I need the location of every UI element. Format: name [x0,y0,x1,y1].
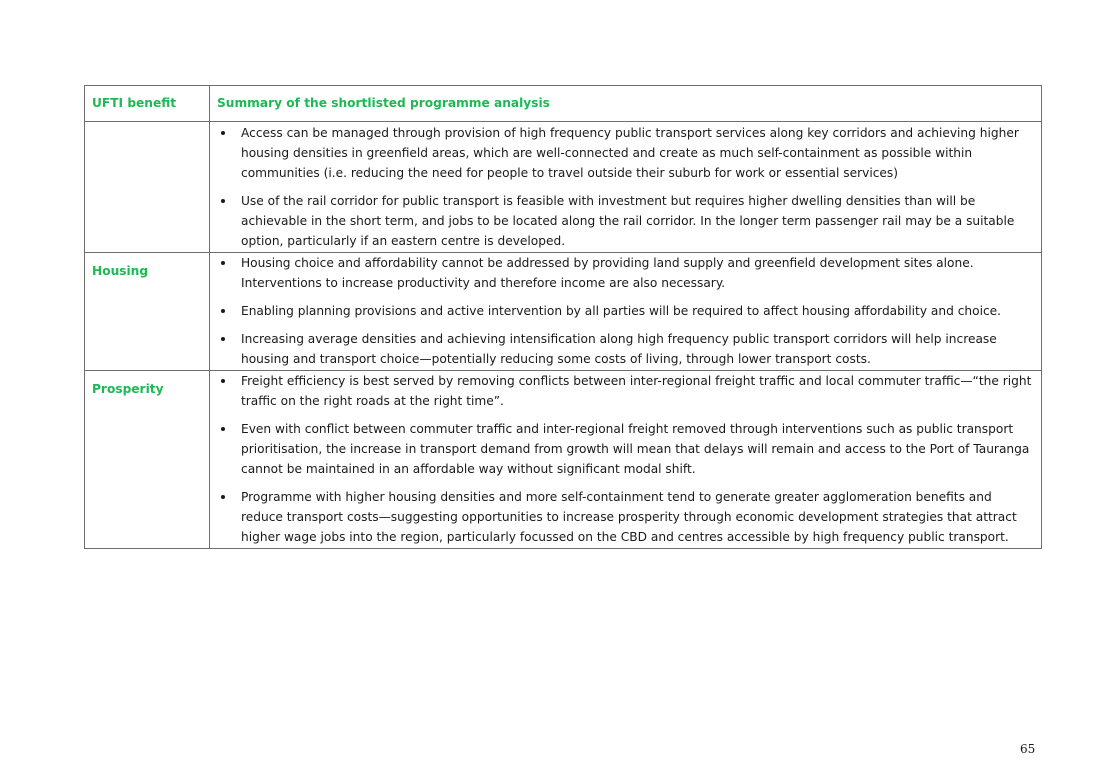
bullet-icon [221,261,225,265]
benefit-label [85,122,209,133]
list-item [210,487,1033,547]
benefit-label: Housing [92,264,149,278]
list-item [210,253,1033,293]
page-number: 65 [1020,742,1036,756]
summary-cell [210,253,1042,371]
bullet-text: Programme with higher housing densities and more self-containment tend to generate greater agglomeration benefits and reduce transport costs—suggesting opportunities to increase prosperity through economic development strategies that attract higher wage jobs into the region, particularly focussed on the CBD and centres accessible by high frequency public transport. [241,490,1017,544]
list-item [210,191,1033,251]
list-item [210,371,1033,411]
bullet-text: Use of the rail corridor for public transport is feasible with investment but requires higher dwelling densities than will be achievable in the short term, and jobs to be located along the rail corridor. In the longer term passenger rail may be a suitable option, particularly if an eastern centre is developed. [241,194,1015,248]
benefit-cell [85,371,210,549]
bullet-icon [221,379,225,383]
benefit-cell [85,122,210,253]
bullet-icon [221,337,225,341]
header-cell-summary [210,86,1042,122]
bullet-icon [221,199,225,203]
bullet-icon [221,495,225,499]
bullet-text: Access can be managed through provision of high frequency public transport services along key corridors and achieving higher housing densities in greenfield areas, which are well-connected and create as much self-containment as possible within communities (i.e. reducing the need for people to travel outside their suburb for work or essential services) [241,126,1019,180]
header-summary-label: Summary of the shortlisted programme analysis [217,96,550,110]
list-item [210,123,1033,183]
list-item [210,301,1033,321]
bullet-list [210,253,1041,369]
table-row [85,371,1042,549]
benefit-label: Prosperity [92,382,164,396]
list-item [210,329,1033,369]
bullet-icon [221,427,225,431]
bullet-list [210,122,1041,251]
bullet-text: Increasing average densities and achieving intensification along high frequency public transport corridors will help increase housing and transport choice—potentially reducing some costs of living, through lower transport costs. [241,332,997,366]
list-item [210,419,1033,479]
bullet-text: Housing choice and affordability cannot be addressed by providing land supply and greenfield development sites alone. Interventions to increase productivity and therefore income are also necessary. [241,256,974,290]
header-benefit-label: UFTI benefit [92,96,177,110]
benefit-cell [85,253,210,371]
bullet-icon [221,309,225,313]
header-cell-benefit [85,86,210,122]
summary-cell [210,371,1042,549]
table-row [85,122,1042,253]
benefits-table [84,85,1042,549]
table-row [85,253,1042,371]
bullet-text: Freight efficiency is best served by removing conflicts between inter-regional freight traffic and local commuter traffic—“the right traffic on the right roads at the right time”. [241,374,1032,408]
bullet-text: Even with conflict between commuter traffic and inter-regional freight removed through interventions such as public transport prioritisation, the increase in transport demand from growth will mean that delays will remain and access to the Port of Tauranga cannot be maintained in an affordable way without significant modal shift. [241,422,1030,476]
summary-cell [210,122,1042,253]
bullet-text: Enabling planning provisions and active intervention by all parties will be required to affect housing affordability and choice. [241,304,1002,318]
bullet-icon [221,131,225,135]
bullet-list [210,371,1041,547]
table-header-row [85,86,1042,122]
